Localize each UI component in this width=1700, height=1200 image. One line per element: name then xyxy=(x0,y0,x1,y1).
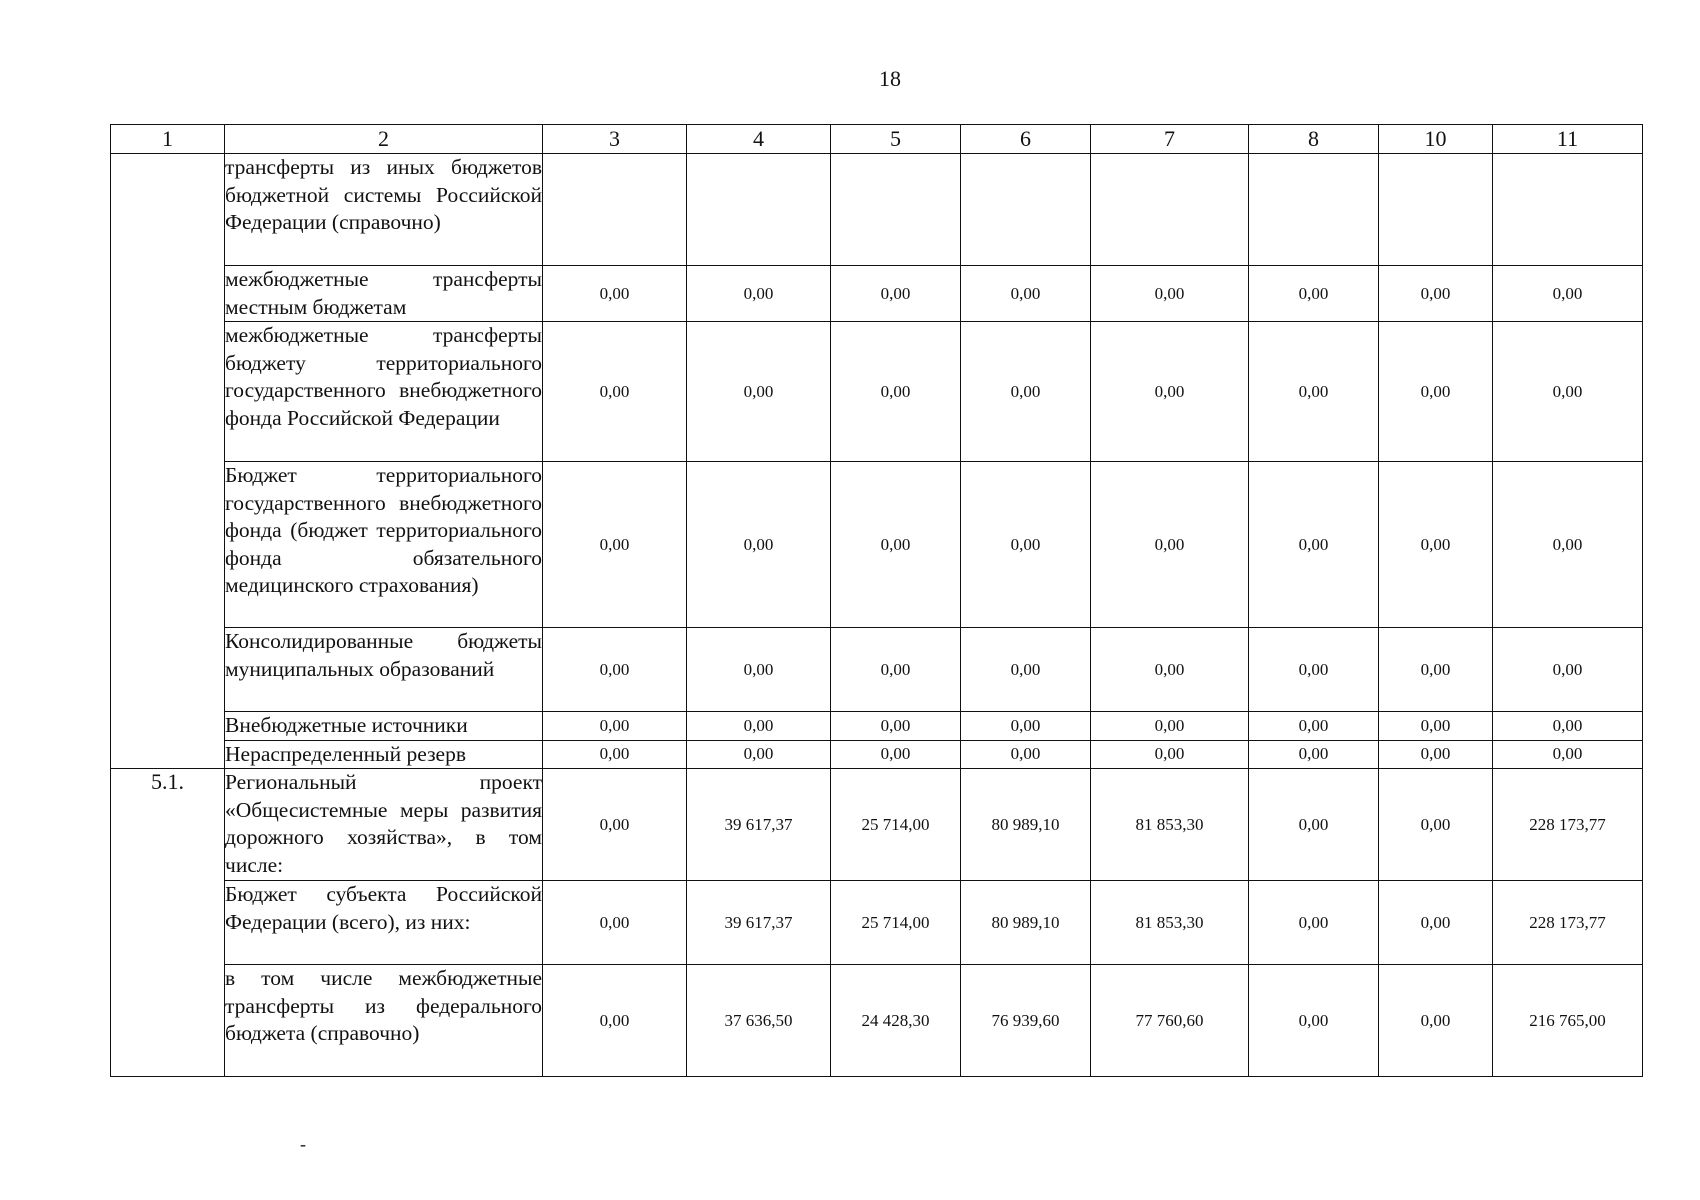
column-header: 1 xyxy=(111,125,225,154)
value-cell xyxy=(961,154,1091,266)
row-label: трансферты из иных бюджетов бюджетной системы Российской Федерации (справочно) xyxy=(225,154,543,266)
value-cell: 39 617,37 xyxy=(687,769,831,881)
value-cell: 0,00 xyxy=(687,712,831,741)
value-cell: 0,00 xyxy=(961,712,1091,741)
table-row xyxy=(111,628,1643,712)
row-number: 5.1. xyxy=(111,769,225,1077)
row-label: Региональный проект «Общесистемные меры развития дорожного хозяйства», в том числе: xyxy=(225,769,543,881)
value-cell: 228 173,77 xyxy=(1493,881,1643,965)
value-cell: 0,00 xyxy=(1091,740,1249,769)
table-row xyxy=(111,462,1643,628)
value-cell: 0,00 xyxy=(1249,740,1379,769)
value-cell: 0,00 xyxy=(543,769,687,881)
value-cell: 0,00 xyxy=(1091,462,1249,628)
value-cell: 0,00 xyxy=(543,965,687,1077)
value-cell: 0,00 xyxy=(831,322,961,462)
value-cell: 0,00 xyxy=(831,740,961,769)
value-cell: 0,00 xyxy=(543,740,687,769)
value-cell: 25 714,00 xyxy=(831,769,961,881)
row-label: межбюджетные трансферты местным бюджетам xyxy=(225,266,543,322)
column-header: 2 xyxy=(225,125,543,154)
value-cell: 0,00 xyxy=(831,266,961,322)
budget-table xyxy=(110,124,1643,1077)
value-cell: 0,00 xyxy=(1249,881,1379,965)
value-cell: 25 714,00 xyxy=(831,881,961,965)
value-cell: 0,00 xyxy=(1249,965,1379,1077)
value-cell: 0,00 xyxy=(1249,628,1379,712)
value-cell: 0,00 xyxy=(1379,628,1493,712)
value-cell: 0,00 xyxy=(831,462,961,628)
value-cell: 0,00 xyxy=(1379,712,1493,741)
row-label: Консолидированные бюджеты муниципальных образований xyxy=(225,628,543,712)
table-row xyxy=(111,740,1643,769)
column-header: 6 xyxy=(961,125,1091,154)
column-header: 7 xyxy=(1091,125,1249,154)
table-row xyxy=(111,266,1643,322)
value-cell: 0,00 xyxy=(1493,462,1643,628)
column-header: 11 xyxy=(1493,125,1643,154)
value-cell: 0,00 xyxy=(1493,628,1643,712)
value-cell: 0,00 xyxy=(543,322,687,462)
value-cell: 0,00 xyxy=(961,462,1091,628)
value-cell: 0,00 xyxy=(961,322,1091,462)
value-cell xyxy=(687,154,831,266)
value-cell: 0,00 xyxy=(1091,266,1249,322)
value-cell: 0,00 xyxy=(961,740,1091,769)
row-number xyxy=(111,154,225,769)
value-cell: 0,00 xyxy=(543,712,687,741)
value-cell: 0,00 xyxy=(1379,462,1493,628)
table-row xyxy=(111,322,1643,462)
value-cell: 0,00 xyxy=(1493,740,1643,769)
value-cell: 0,00 xyxy=(543,881,687,965)
row-label: Бюджет субъекта Российской Федерации (всего), из них: xyxy=(225,881,543,965)
value-cell: 0,00 xyxy=(1379,266,1493,322)
value-cell xyxy=(1379,154,1493,266)
value-cell: 0,00 xyxy=(1249,266,1379,322)
value-cell: 0,00 xyxy=(961,628,1091,712)
value-cell: 0,00 xyxy=(831,712,961,741)
value-cell: 0,00 xyxy=(1249,462,1379,628)
value-cell xyxy=(1249,154,1379,266)
value-cell: 0,00 xyxy=(1379,740,1493,769)
value-cell: 24 428,30 xyxy=(831,965,961,1077)
value-cell: 80 989,10 xyxy=(961,881,1091,965)
value-cell: 0,00 xyxy=(1091,712,1249,741)
column-header: 4 xyxy=(687,125,831,154)
value-cell: 0,00 xyxy=(1493,266,1643,322)
value-cell xyxy=(831,154,961,266)
value-cell: 81 853,30 xyxy=(1091,881,1249,965)
row-label: в том числе межбюджетные трансферты из федерального бюджета (справочно) xyxy=(225,965,543,1077)
header-row xyxy=(111,125,1643,154)
value-cell: 0,00 xyxy=(1379,881,1493,965)
value-cell: 0,00 xyxy=(543,266,687,322)
table-row xyxy=(111,881,1643,965)
value-cell: 76 939,60 xyxy=(961,965,1091,1077)
stray-mark: - xyxy=(300,1134,306,1154)
value-cell: 0,00 xyxy=(1249,769,1379,881)
value-cell: 0,00 xyxy=(1379,322,1493,462)
value-cell: 0,00 xyxy=(1493,712,1643,741)
value-cell: 0,00 xyxy=(543,628,687,712)
value-cell xyxy=(543,154,687,266)
value-cell: 81 853,30 xyxy=(1091,769,1249,881)
row-label: Бюджет территориального государственного внебюджетного фонда (бюджет территориального фонда обязательного медицинского страхования) xyxy=(225,462,543,628)
value-cell: 77 760,60 xyxy=(1091,965,1249,1077)
row-label: Нераспределенный резерв xyxy=(225,740,543,769)
column-header: 5 xyxy=(831,125,961,154)
value-cell: 0,00 xyxy=(961,266,1091,322)
value-cell: 39 617,37 xyxy=(687,881,831,965)
value-cell: 0,00 xyxy=(687,462,831,628)
value-cell: 0,00 xyxy=(687,740,831,769)
value-cell: 0,00 xyxy=(687,266,831,322)
value-cell: 0,00 xyxy=(831,628,961,712)
value-cell: 0,00 xyxy=(1091,322,1249,462)
column-header: 10 xyxy=(1379,125,1493,154)
page-number: 18 xyxy=(879,66,901,91)
table-row xyxy=(111,154,1643,266)
value-cell: 80 989,10 xyxy=(961,769,1091,881)
value-cell xyxy=(1493,154,1643,266)
value-cell: 0,00 xyxy=(1249,712,1379,741)
row-label: Внебюджетные источники xyxy=(225,712,543,741)
column-header: 8 xyxy=(1249,125,1379,154)
value-cell xyxy=(1091,154,1249,266)
value-cell: 216 765,00 xyxy=(1493,965,1643,1077)
row-label: межбюджетные трансферты бюджету территориального государственного внебюджетного фонда Российской Федерации xyxy=(225,322,543,462)
table-row xyxy=(111,712,1643,741)
value-cell: 228 173,77 xyxy=(1493,769,1643,881)
table-row xyxy=(111,769,1643,881)
value-cell: 0,00 xyxy=(1249,322,1379,462)
value-cell: 0,00 xyxy=(1091,628,1249,712)
table-row xyxy=(111,965,1643,1077)
column-header: 3 xyxy=(543,125,687,154)
value-cell: 0,00 xyxy=(1379,769,1493,881)
value-cell: 0,00 xyxy=(1493,322,1643,462)
value-cell: 0,00 xyxy=(687,628,831,712)
value-cell: 37 636,50 xyxy=(687,965,831,1077)
value-cell: 0,00 xyxy=(1379,965,1493,1077)
value-cell: 0,00 xyxy=(687,322,831,462)
value-cell: 0,00 xyxy=(543,462,687,628)
